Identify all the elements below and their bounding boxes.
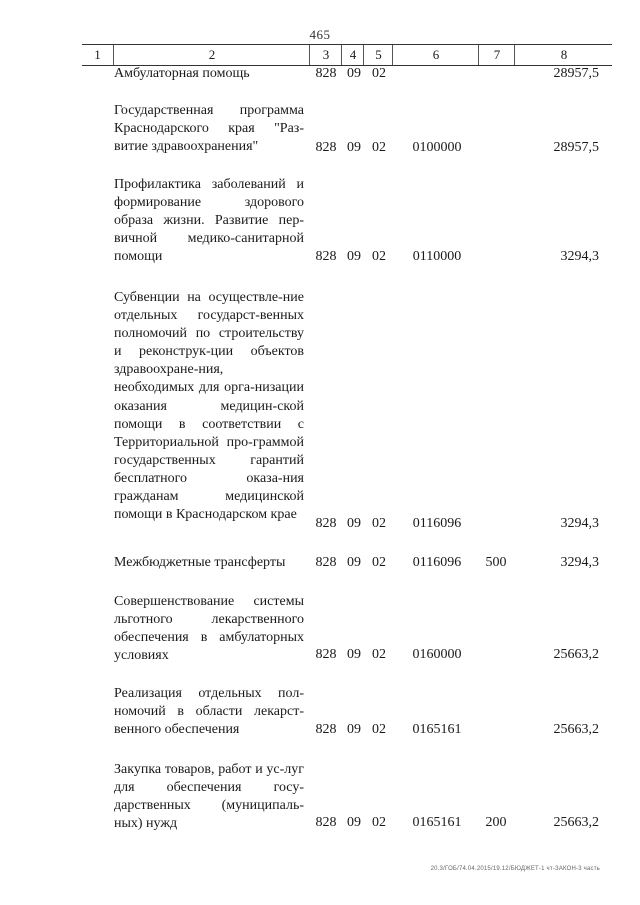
row-code-3: 828 (315, 647, 337, 662)
row-name: Совершенствование системы льготного лекарственного обеспечения в амбулаторных условиях (114, 594, 304, 664)
row-code-6: 0100000 (412, 140, 462, 155)
row-code-6: 0116096 (412, 516, 462, 531)
row-name: Субвенции на осуществле-ние отдельных государст-венных полномочий по строительству и реконструк-ции объектов здравоохране-ния, необходимых для орга-низации оказания медицин-ской помощи в соответствии с Территориальной про-граммой государственных гарантий бесплатного оказа-ния гражданам медицинской помощи в Краснодарском крае (114, 290, 304, 523)
row-amount: 28957,5 (553, 66, 599, 81)
row-code-3: 828 (315, 815, 337, 830)
row-amount: 25663,2 (553, 722, 599, 737)
row-code-4: 09 (347, 815, 361, 830)
header-col-2: 2 (113, 45, 310, 65)
page-number: 465 (309, 27, 331, 42)
row-code-5: 02 (372, 815, 386, 830)
header-col-6: 6 (392, 45, 479, 65)
row-code-5: 02 (372, 647, 386, 662)
row-code-5: 02 (372, 555, 386, 570)
header-col-4: 4 (341, 45, 364, 65)
row-code-7: 200 (485, 815, 507, 830)
row-name: Реализация отдельных пол-номочий в области лекарст-венного обеспечения (114, 686, 304, 738)
row-code-4: 09 (347, 722, 361, 737)
row-amount: 25663,2 (553, 647, 599, 662)
table-header (82, 44, 612, 66)
row-code-4: 09 (347, 516, 361, 531)
row-code-5: 02 (372, 516, 386, 531)
row-name: Закупка товаров, работ и ус-луг для обеспечения госу-дарственных (муниципаль-ных) нужд (114, 762, 304, 832)
row-name: Профилактика заболеваний и формирование здорового образа жизни. Развитие пер-вичной медико-санитарной помощи (114, 177, 304, 265)
row-code-5: 02 (372, 249, 386, 264)
row-code-4: 09 (347, 140, 361, 155)
row-code-6: 0165161 (412, 815, 462, 830)
row-amount: 3294,3 (560, 555, 599, 570)
row-name: Государственная программа Краснодарского края "Раз-витие здравоохранения" (114, 103, 304, 155)
row-code-4: 09 (347, 66, 361, 81)
row-code-4: 09 (347, 647, 361, 662)
header-col-8: 8 (514, 45, 613, 65)
row-amount: 3294,3 (560, 516, 599, 531)
document-footer: 20.3/ГОБ/74.04.2015/19.12/БЮДЖЕТ-1 чт-ЗАКОН-3 часть (430, 866, 600, 872)
header-col-3: 3 (309, 45, 342, 65)
row-code-3: 828 (315, 249, 337, 264)
row-code-3: 828 (315, 722, 337, 737)
row-name: Межбюджетные трансферты (114, 555, 286, 570)
row-code-4: 09 (347, 249, 361, 264)
row-name: Амбулаторная помощь (114, 66, 250, 81)
row-code-3: 828 (315, 516, 337, 531)
row-amount: 25663,2 (553, 815, 599, 830)
row-code-4: 09 (347, 555, 361, 570)
row-amount: 3294,3 (560, 249, 599, 264)
row-code-3: 828 (315, 140, 337, 155)
row-code-5: 02 (372, 722, 386, 737)
row-code-6: 0165161 (412, 722, 462, 737)
row-code-5: 02 (372, 66, 386, 81)
header-col-5: 5 (363, 45, 393, 65)
header-col-7: 7 (478, 45, 515, 65)
row-code-6: 0110000 (412, 249, 462, 264)
row-code-3: 828 (315, 66, 337, 81)
row-code-7: 500 (485, 555, 507, 570)
row-code-5: 02 (372, 140, 386, 155)
row-code-6: 0116096 (412, 555, 462, 570)
row-code-6: 0160000 (412, 647, 462, 662)
row-code-3: 828 (315, 555, 337, 570)
row-amount: 28957,5 (553, 140, 599, 155)
header-col-1: 1 (94, 47, 101, 62)
